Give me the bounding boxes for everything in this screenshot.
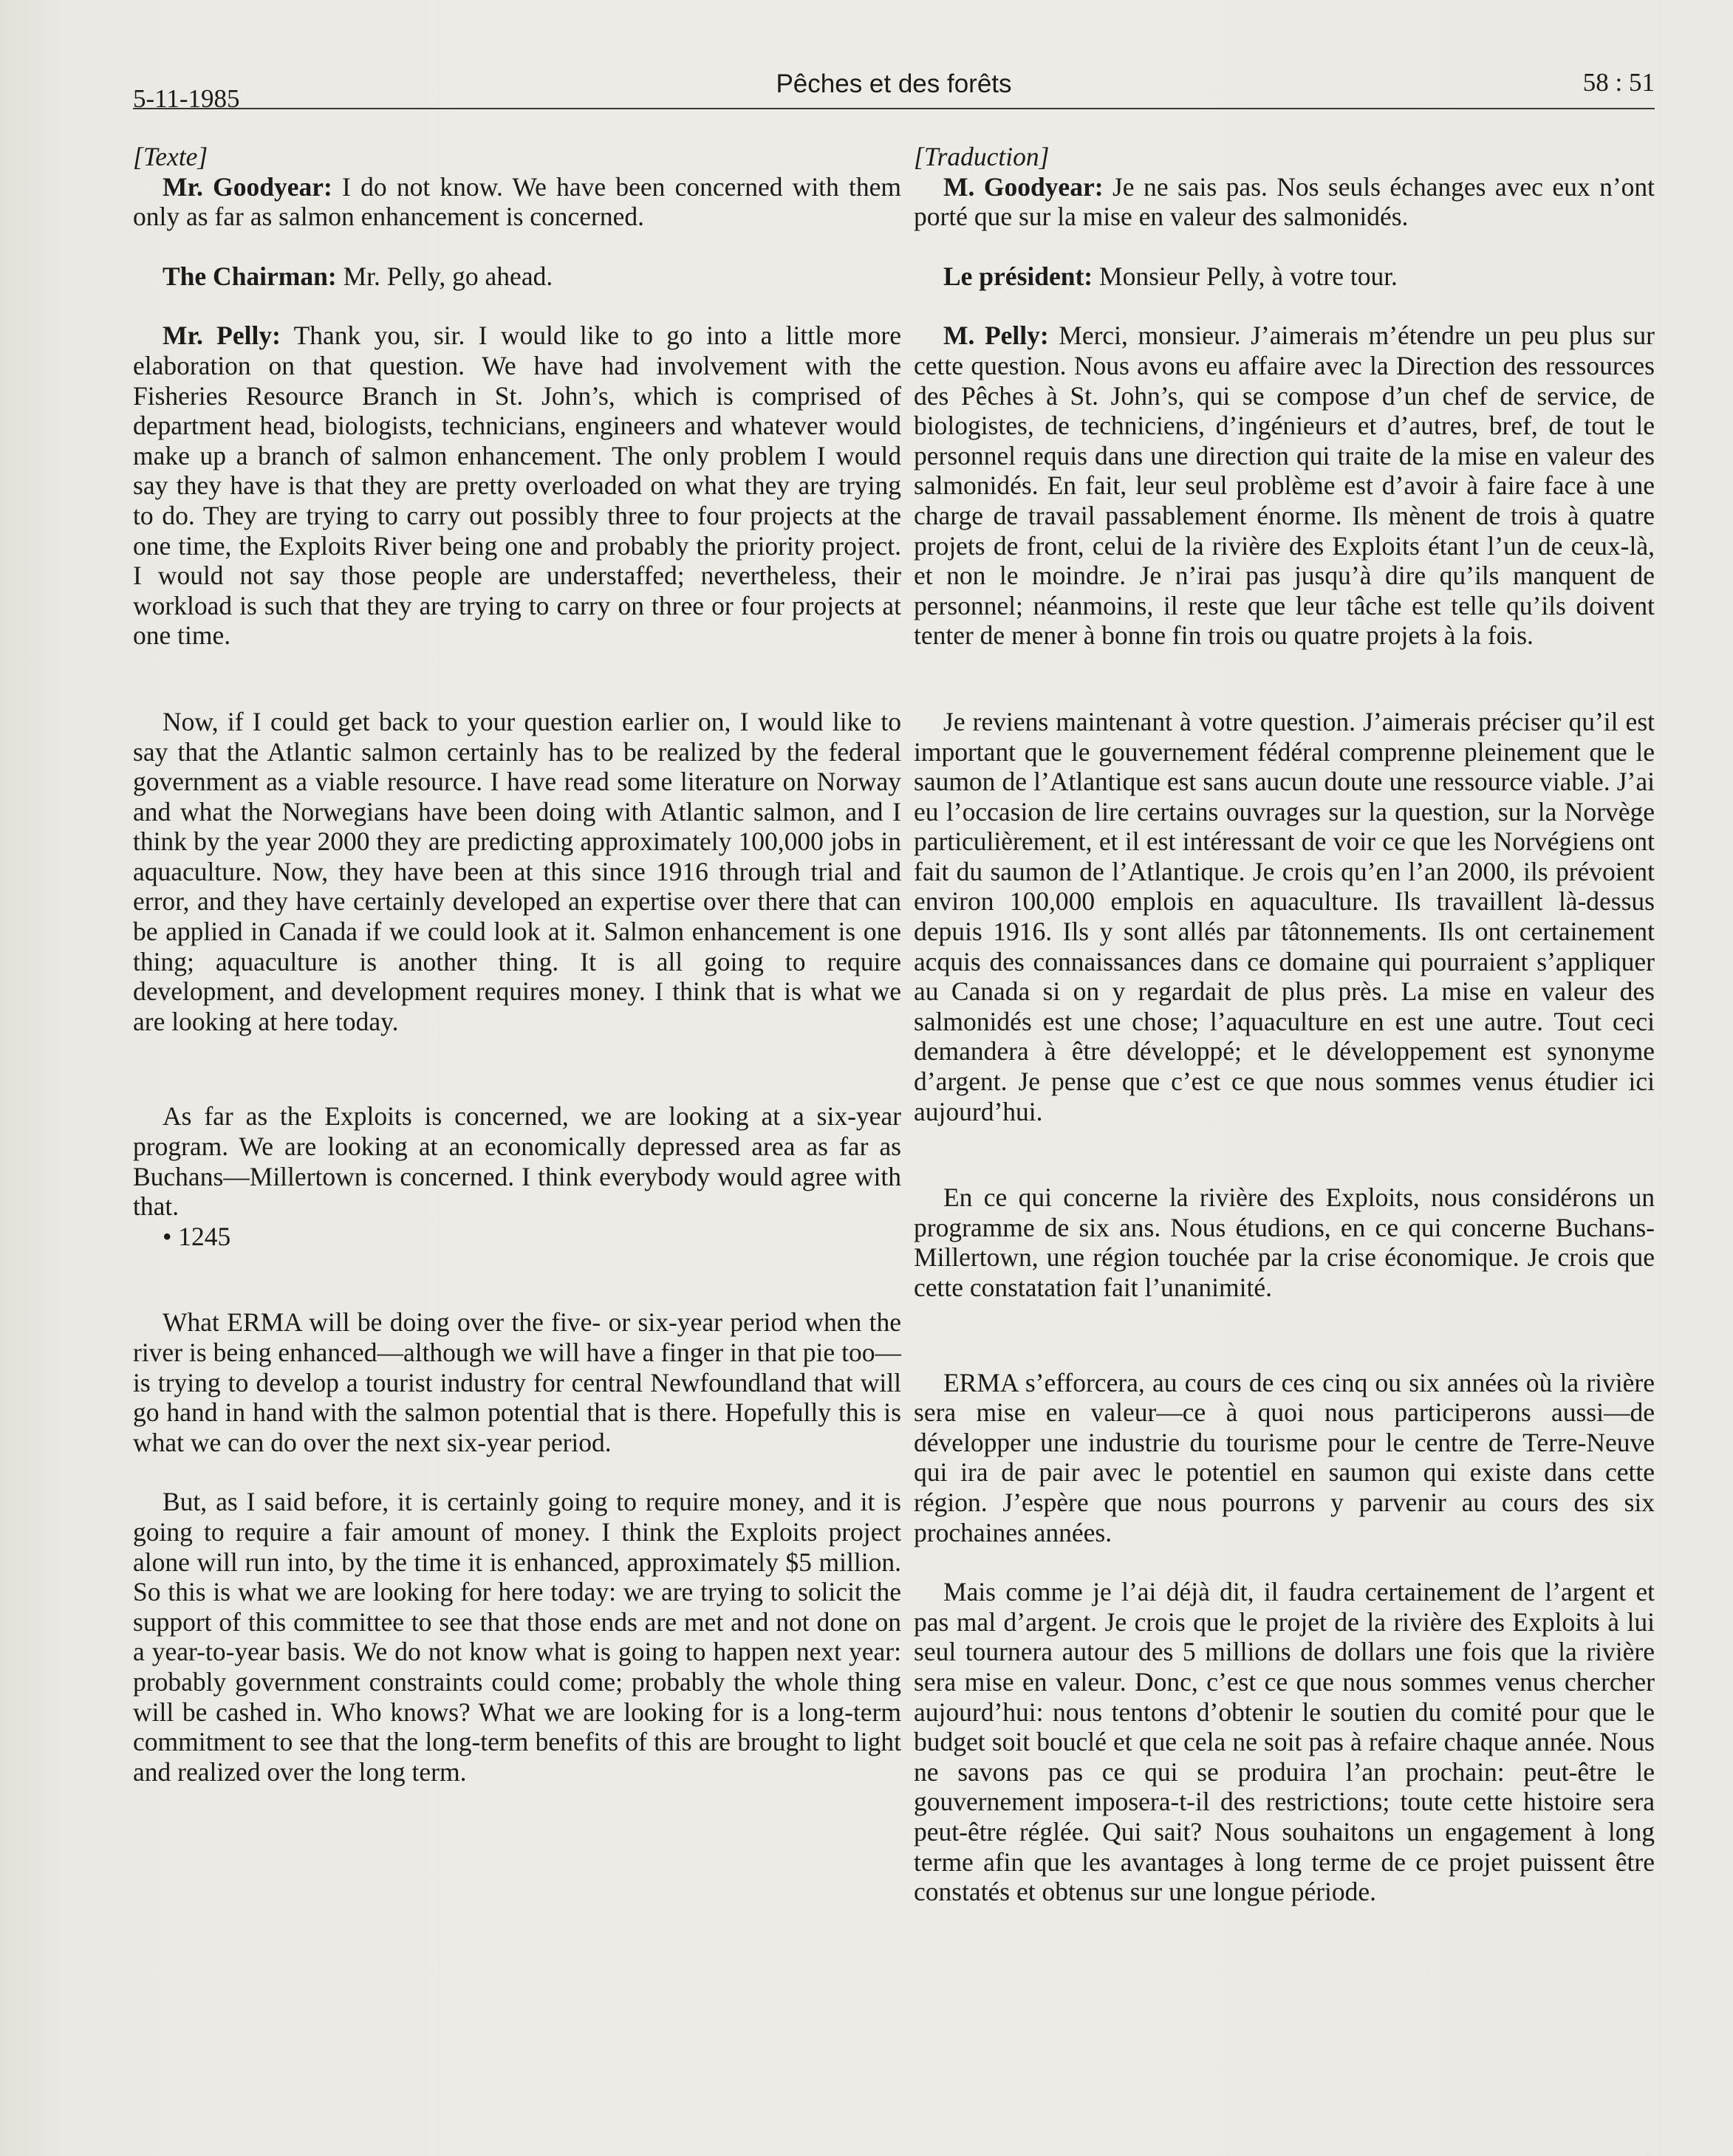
paragraph-text: Je reviens maintenant à votre question. J’aimerais préciser qu’il est important que le gouvernement fédéral comprenne pleinement que le saumon de l’Atlantique est sans aucun doute une ressource viable. J’ai eu l’occasion de lire certains ouvrages sur la question, sur la Norvège particulièrement, et il est intéressant de voir ce que les Norvégiens ont fait du saumon de l’Atlantique. Je crois qu’en l’an 2000, ils prévoient environ 100,000 emplois en aquaculture. Ils travaillent là-dessus depuis 1916. Ils y sont allés par tâtonnements. Ils ont certainement acquis des connaissances dans ce domaine qui pourraient s’appliquer au Canada si on y regardait de plus près. La mise en valeur des salmonidés est une chose; l’aquaculture en est une autre. Tout ceci demandera à être développé; et le développement est synonyme d’argent. Je pense que c’est ce que nous sommes venus étudier ici aujourd’hui.	[914, 706, 1655, 1126]
section-label-traduction: [Traduction]	[914, 142, 1050, 171]
paragraph-text: En ce qui concerne la rivière des Exploits, nous considérons un programme de six ans. Nous étudions, en ce qui concerne Buchans-Millertown, une région touchée par la crise économique. Je crois que cette constatation fait l’unanimité.	[914, 1183, 1655, 1302]
paragraph-text: As far as the Exploits is concerned, we are looking at a six-year program. We are looking at an economically depressed area as far as Buchans—Millertown is concerned. I think everybody would agree with that.	[133, 1101, 901, 1222]
paragraph	[914, 1577, 1655, 1907]
paragraph	[914, 1368, 1655, 1548]
paragraph	[133, 172, 901, 232]
french-column	[914, 142, 1655, 1907]
paragraph-text: Je ne sais pas. Nos seuls échanges avec eux n’ont porté que sur la mise en valeur des salmonidés.	[914, 171, 1655, 232]
paragraph	[133, 1487, 901, 1787]
paragraph-text: What ERMA will be doing over the five- or six-year period when the river is being enhanced—although we will have a finger in that pie too—is trying to develop a tourist industry for central Newfoundland that will go hand in hand with the salmon potential that is there. Hopefully this is what we can do over the next six-year period.	[133, 1307, 901, 1457]
paragraph	[914, 1183, 1655, 1302]
speaker-name: Mr. Goodyear:	[163, 171, 332, 202]
time-marker: • 1245	[163, 1221, 231, 1251]
page-header	[133, 64, 1655, 113]
paragraph-text: Mr. Pelly, go ahead.	[343, 261, 553, 291]
paragraph	[133, 261, 901, 292]
paragraph	[914, 707, 1655, 1126]
paragraph-text: I do not know. We have been concerned with them only as far as salmon enhancement is concerned.	[133, 171, 902, 232]
paragraph-text: But, as I said before, it is certainly going to require money, and it is going to require a fair amount of money. I think the Exploits project alone will run into, by the time it is enhanced, approximately $5 million. So this is what we are looking for here today: we are trying to solicit the support of this committee to see that those ends are met and not done on a year-to-year basis. We do not know what is going to happen next year: probably government constraints could come; probably the whole thing will be cashed in. Who knows? What we are looking for is a long-term commitment to see that the long-term benefits of this are brought to light and realized over the long term.	[133, 1487, 901, 1787]
speaker-name: Le président:	[943, 261, 1093, 291]
paragraph	[914, 172, 1655, 232]
speaker-name: M. Goodyear:	[943, 171, 1104, 202]
paragraph	[133, 1101, 901, 1221]
english-column	[133, 142, 901, 1787]
paragraph	[133, 707, 901, 1037]
header-page-number: 58 : 51	[1582, 68, 1655, 97]
paragraph-text: Monsieur Pelly, à votre tour.	[1099, 261, 1398, 291]
header-title: Pêches et des forêts	[776, 69, 1012, 98]
speaker-name: M. Pelly:	[943, 321, 1049, 351]
speaker-name: The Chairman:	[163, 261, 337, 291]
paragraph	[914, 321, 1655, 651]
paragraph-text: Merci, monsieur. J’aimerais m’étendre un peu plus sur cette question. Nous avons eu affaire avec la Direction des ressources des Pêches à St. John’s, qui se compose d’un chef de service, de biologistes, de techniciens, d’ingénieurs et d’autres, bref, de tout le personnel requis dans une direction qui traite de la mise en valeur des salmonidés. En fait, leur seul problème est d’avoir à faire face à une charge de travail passablement énorme. Ils mènent de trois à quatre projets de front, celui de la rivière des Exploits étant l’un de ceux-là, et non le moindre. Je n’irai pas jusqu’à dire qu’ils manquent de personnel; néanmoins, il reste que leur tâche est telle qu’ils doivent tenter de mener à bonne fin trois ou quatre projets à la fois.	[914, 321, 1655, 651]
header-date: 5-11-1985	[133, 84, 240, 113]
section-label-texte: [Texte]	[133, 142, 208, 171]
paragraph-text: Mais comme je l’ai déjà dit, il faudra certainement de l’argent et pas mal d’argent. Je crois que le projet de la rivière des Exploits à lui seul tournera autour des 5 millions de dollars une fois que la rivière sera mise en valeur. Donc, c’est ce que nous sommes venus chercher aujourd’hui: nous tentons d’obtenir le soutien du comité pour que le budget soit bouclé et que cela ne soit pas à refaire chaque année. Nous ne savons pas ce qui se produira l’an prochain: peut-être le gouvernement imposera-t-il des restrictions; toute cette histoire sera peut-être réglée. Qui sait? Nous souhaitons un engagement à long terme afin que les avantages à long terme de ce projet puissent être constatés et obtenus sur une longue période.	[914, 1577, 1655, 1907]
paragraph-text: ERMA s’efforcera, au cours de ces cinq ou six années où la rivière sera mise en valeur—ce à quoi nous participerons aussi—de développer une industrie du tourisme pour le centre de Terre-Neuve qui ira de pair avec le potentiel en saumon qui existe dans cette région. J’espère que nous pourrons y parvenir au cours des six prochaines années.	[914, 1367, 1655, 1547]
paragraph-text: Thank you, sir. I would like to go into a little more elaboration on that question. We have had involvement with the Fisheries Resource Branch in St. John’s, which is comprised of department head, biologists, technicians, engineers and whatever would make up a branch of salmon enhancement. The only problem I would say they have is that they are pretty overloaded on what they are trying to do. They are trying to carry out possibly three to four projects at the one time, the Exploits River being one and probably the priority project. I would not say those people are understaffed; nevertheless, their workload is such that they are trying to carry on three or four projects at one time.	[133, 321, 901, 651]
paragraph-text: Now, if I could get back to your question earlier on, I would like to say that the Atlantic salmon certainly has to be realized by the federal government as a viable resource. I have read some literature on Norway and what the Norwegians have been doing with Atlantic salmon, and I think by the year 2000 they are predicting approximately 100,000 jobs in aquaculture. Now, they have been at this since 1916 through trial and error, and they have certainly developed an expertise over there that can be applied in Canada if we could look at it. Salmon enhancement is one thing; aquaculture is another thing. It is all going to require development, and development requires money. I think that is what we are looking at here today.	[133, 706, 901, 1036]
paragraph	[133, 321, 901, 651]
speaker-name: Mr. Pelly:	[163, 321, 281, 351]
paragraph	[133, 1307, 901, 1457]
paragraph	[914, 261, 1655, 292]
